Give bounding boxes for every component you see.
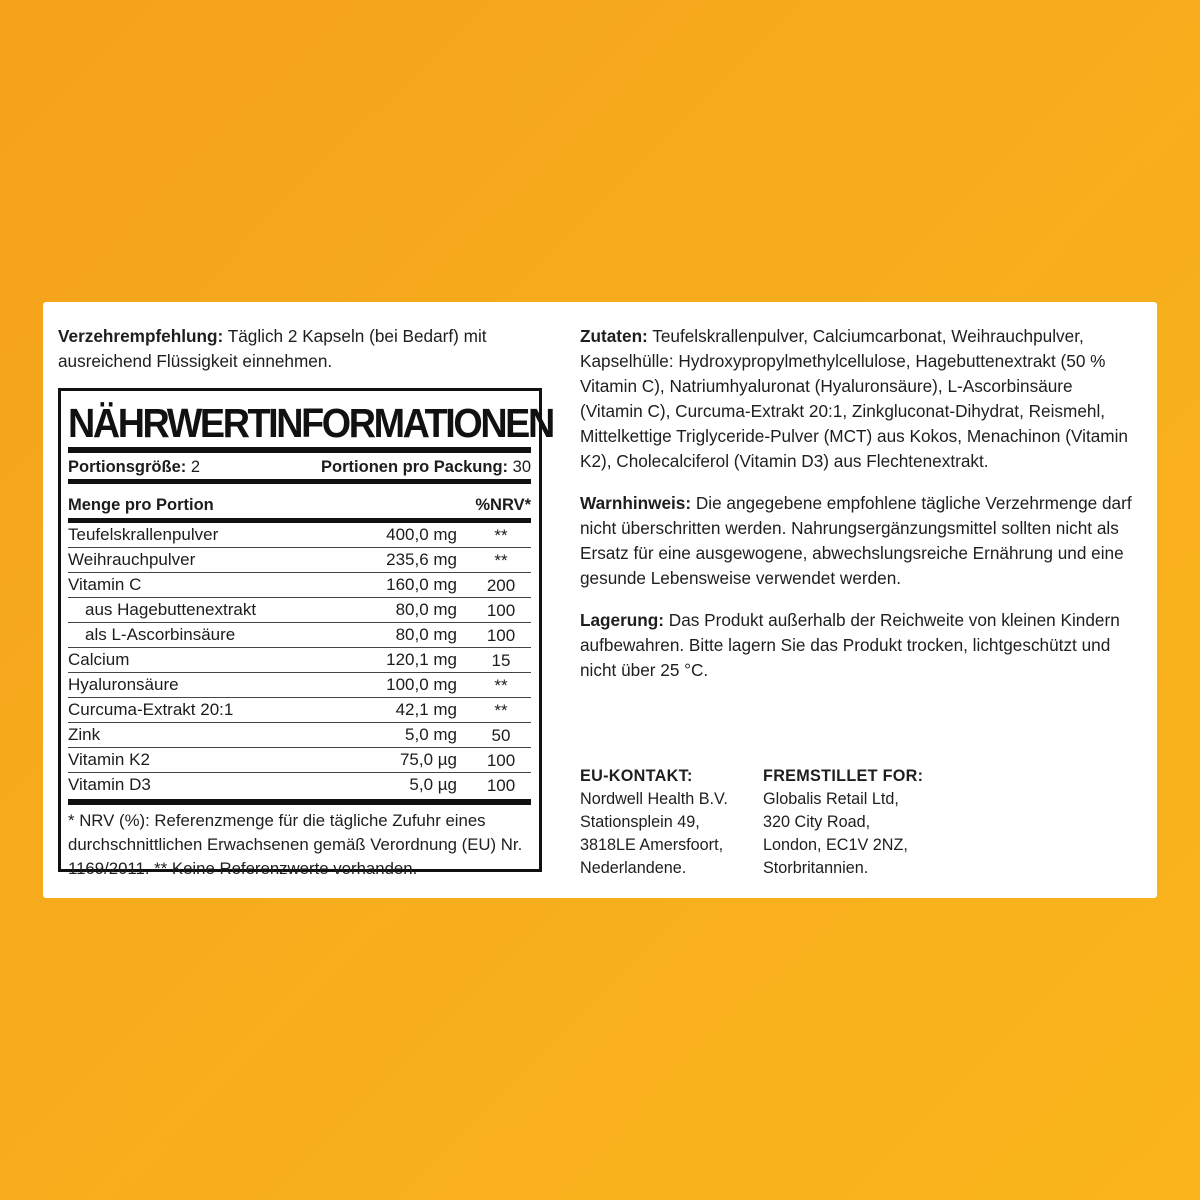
nutrient-nrv: **	[494, 526, 508, 545]
storage	[580, 608, 1140, 683]
eu-contact-line: Nordwell Health B.V.	[580, 790, 728, 808]
amount-per-serving-header: Menge pro Portion	[68, 496, 214, 514]
nutrient-nrv: 15	[491, 651, 511, 670]
eu-contact-line: Stationsplein 49,	[580, 813, 700, 831]
nutrient-name: Weihrauchpulver	[68, 550, 196, 569]
nutrient-row	[68, 648, 531, 673]
spacer	[580, 474, 1140, 491]
servings-label: Portionen pro Packung:	[321, 458, 509, 476]
eu-contact-line: 3818LE Amersfoort,	[580, 836, 724, 854]
nutrient-name: als L-Ascorbinsäure	[85, 625, 236, 644]
ingredients-text: Teufelskrallenpulver, Calciumcarbonat, Weihrauchpulver, Kapselhülle: Hydroxypropylmethylcellulose, Hagebuttenextrakt (50 % Vitamin C), Natriumhyaluronat (Hyaluronsäure), L-Ascorbinsäure (Vitamin C), Curcuma-Extrakt 20:1, Zinkgluconat-Dihydrat, Reismehl, Mittelkettige Triglyceride-Pulver (MCT) aus Kokos, Menachinon (Vitamin K2), Cholecalciferol (Vitamin D3) aus Flechtenextrakt.	[580, 326, 1128, 471]
manufacturer-line: London, EC1V 2NZ,	[763, 836, 908, 854]
right-column	[580, 324, 1140, 683]
servings-value: 30	[512, 458, 531, 476]
nutrient-nrv: **	[494, 676, 508, 695]
servings-per-pack	[321, 456, 531, 478]
nutrient-row	[68, 673, 531, 698]
nutrient-amount: 80,0 mg	[395, 600, 457, 619]
nutrient-nrv: **	[494, 701, 508, 720]
nutrient-nrv: **	[494, 551, 508, 570]
nutrient-amount: 5,0 µg	[409, 775, 457, 794]
nutrient-nrv: 200	[486, 576, 516, 595]
manufacturer-line: Storbritannien.	[763, 859, 869, 877]
dosage-label: Verzehrempfehlung:	[58, 326, 224, 346]
nutrient-name: Hyaluronsäure	[68, 675, 179, 694]
ingredients	[580, 324, 1140, 474]
nutrient-name: aus Hagebuttenextrakt	[85, 600, 257, 619]
warning-text: Die angegebene empfohlene tägliche Verzehrmenge darf nicht überschritten werden. Nahrungsergänzungsmittel sollten nicht als Ersatz für eine ausgewogene, abwechslungsreiche Ernährung und eine gesunde Lebensweise verwendet werden.	[580, 493, 1132, 588]
serving-size-label: Portionsgröße:	[68, 458, 187, 476]
warning	[580, 491, 1140, 591]
nutrient-name: Vitamin D3	[68, 775, 151, 794]
nutrient-name: Vitamin K2	[68, 750, 150, 769]
serving-info-row	[68, 453, 531, 479]
nutrient-name: Vitamin C	[68, 575, 142, 594]
spacer	[580, 591, 1140, 608]
eu-contact-line: Nederlandene.	[580, 859, 687, 877]
manufacturer-heading: FREMSTILLET FOR:	[763, 767, 924, 785]
nutrition-facts-box	[58, 388, 553, 878]
nutrient-nrv: 50	[491, 726, 511, 745]
serving-size-value: 2	[190, 458, 201, 476]
nrv-header: %NRV*	[475, 496, 531, 514]
nutrient-row	[68, 748, 531, 773]
nutrient-nrv: 100	[486, 626, 516, 645]
nutrient-amount: 75,0 µg	[399, 750, 457, 769]
nutrient-nrv: 100	[486, 601, 516, 620]
nutrient-amount: 235,6 mg	[386, 550, 457, 569]
manufacturer-line: 320 City Road,	[763, 813, 871, 831]
serving-size	[68, 456, 200, 478]
nutrient-name: Zink	[68, 725, 101, 744]
nrv-footnote: * NRV (%): Referenzmenge für die tägliche Zufuhr eines durchschnittlichen Erwachsenen gemäß Verordnung (EU) Nr. 1169/2011. ** Keine Referenzwerte vorhanden.	[68, 811, 523, 878]
nutrient-amount: 80,0 mg	[395, 625, 457, 644]
nutrient-row	[68, 573, 531, 598]
dosage-text: Täglich 2 Kapseln (bei Bedarf) mit ausreichend Flüssigkeit einnehmen.	[58, 326, 487, 371]
nutrient-row	[68, 623, 531, 648]
nutrient-amount: 100,0 mg	[386, 675, 457, 694]
nutrient-amount: 160,0 mg	[386, 575, 457, 594]
ingredients-label: Zutaten:	[580, 326, 648, 346]
nutrient-nrv: 100	[486, 751, 516, 770]
nutrient-name: Curcuma-Extrakt 20:1	[68, 700, 234, 719]
nutrient-nrv: 100	[486, 776, 516, 795]
eu-contact-heading: EU-KONTAKT:	[580, 767, 693, 785]
nutrient-row	[68, 548, 531, 573]
nutrient-row	[68, 723, 531, 748]
storage-text: Das Produkt außerhalb der Reichweite von kleinen Kindern aufbewahren. Bitte lagern Sie das Produkt trocken, lichtgeschützt und nicht über 25 °C.	[580, 610, 1120, 680]
label-card	[43, 302, 1157, 898]
nutrient-row	[68, 598, 531, 623]
dosage-recommendation	[58, 324, 551, 374]
nutrition-rows	[68, 523, 531, 797]
manufacturer-contact	[763, 765, 946, 880]
eu-contact	[580, 765, 763, 880]
storage-label: Lagerung:	[580, 610, 665, 630]
nutrient-row	[68, 523, 531, 548]
nutrient-amount: 42,1 mg	[395, 700, 457, 719]
nutrient-amount: 5,0 mg	[405, 725, 457, 744]
nutrition-header-row	[68, 484, 531, 518]
left-column	[58, 324, 551, 374]
nutrient-name: Calcium	[68, 650, 130, 669]
nutrient-amount: 400,0 mg	[386, 525, 457, 544]
nutrient-amount: 120,1 mg	[386, 650, 457, 669]
nutrition-title: NÄHRWERTINFORMATIONEN	[68, 400, 553, 446]
warning-label: Warnhinweis:	[580, 493, 692, 513]
nutrient-row	[68, 698, 531, 723]
manufacturer-line: Globalis Retail Ltd,	[763, 790, 899, 808]
nutrient-name: Teufelskrallenpulver	[68, 525, 219, 544]
contacts-section	[580, 765, 946, 880]
nutrient-row	[68, 773, 531, 797]
